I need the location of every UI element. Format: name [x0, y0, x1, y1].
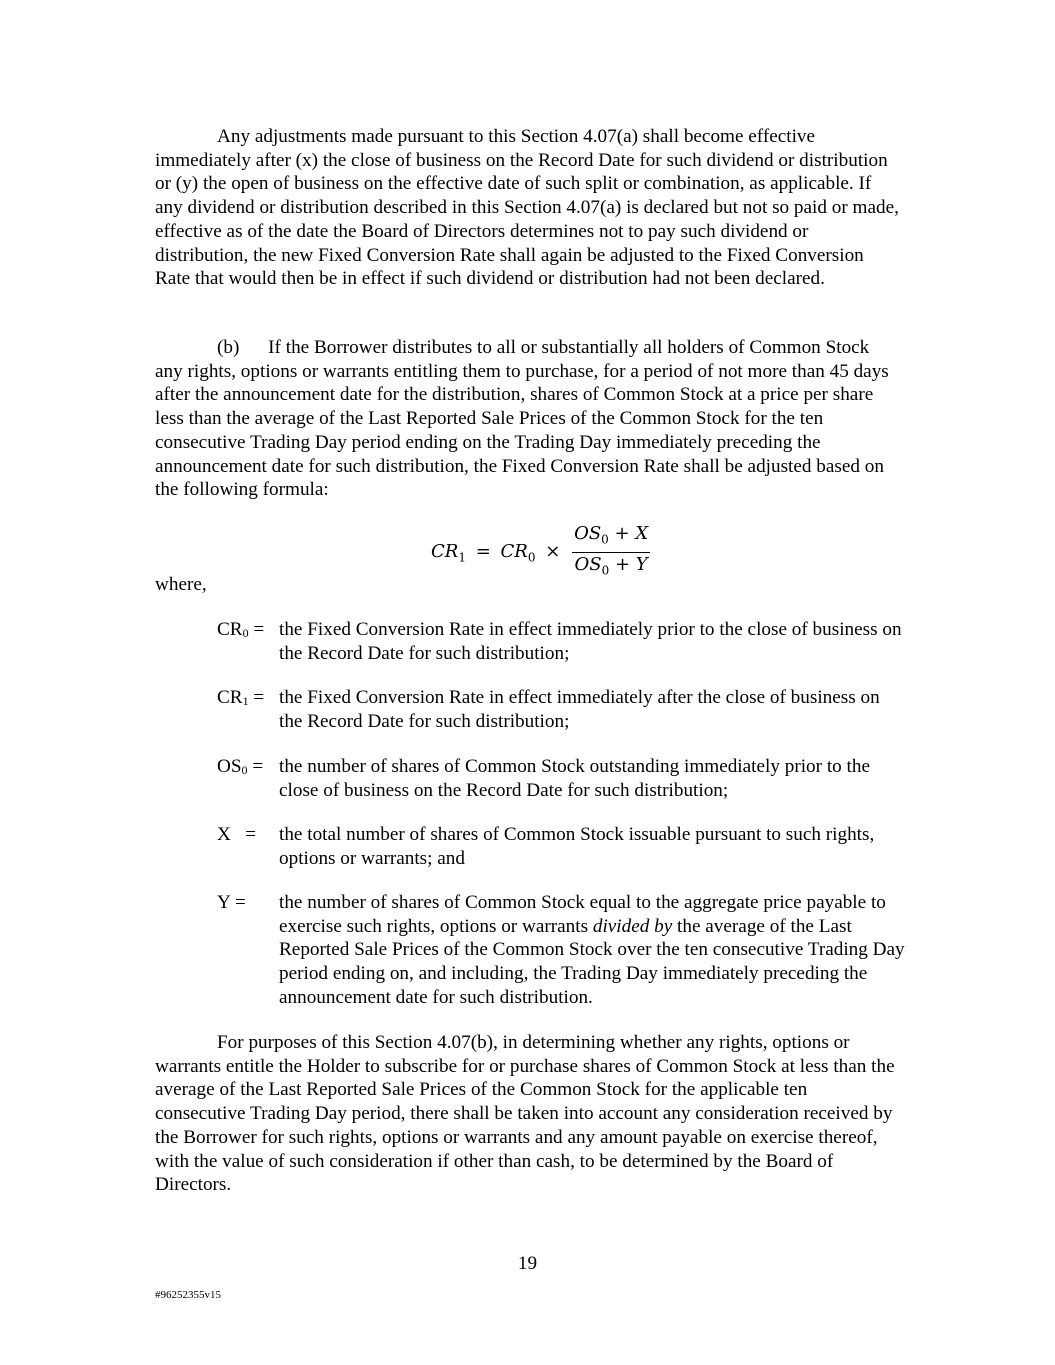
definition-os0 [217, 755, 907, 802]
definition-text: the number of shares of Common Stock equal to the aggregate price payable to exercise such rights, options or warrants divided by the average of the Last Reported Sale Prices of the Common Stock over the ten consecutive Trading Day period ending on, and including, the Trading Day immediately preceding the announcement date for such distribution. [279, 892, 905, 1008]
formula-equals: = [475, 541, 491, 563]
formula-rhs: $CR_0$ [500, 541, 536, 565]
paragraph-b-rights-distribution [155, 336, 900, 502]
definition-term: $OS_0$ = [217, 756, 264, 777]
where-label: where, [155, 574, 207, 595]
page-number: 19 [517, 1253, 538, 1274]
definition-cr0 [217, 618, 907, 665]
definition-y [217, 891, 907, 1010]
conversion-rate-formula [431, 522, 650, 582]
formula-numerator: $OS_0 + X$ [574, 523, 649, 547]
definition-term: $CR_0$ = [217, 619, 265, 640]
divided-by-emphasis: divided by [592, 915, 673, 937]
definition-term: Y = [217, 892, 246, 913]
subsection-label: (b) [217, 337, 240, 358]
paragraph-adjustments-effective: Any adjustments made pursuant to this Section 4.07(a) shall become effective immediately after (x) the close of business on the Record Date for such dividend or distribution or (y) the open of business on the effective date of such split or combination, as applicable. If any dividend or distribution described in this Section 4.07(a) is declared but not so paid or made, effective as of the date the Board of Directors determines not to pay such dividend or distribution, the new Fixed Conversion Rate shall again be adjusted to the Fixed Conversion Rate that would then be in effect if such dividend or distribution had not been declared. [155, 126, 899, 290]
formula-lhs: $CR_1$ [431, 541, 466, 565]
formula-times: × [545, 541, 561, 563]
definition-text: the Fixed Conversion Rate in effect immediately after the close of business on the Record Date for such distribution; [279, 687, 880, 732]
definition-term: X = [217, 824, 257, 845]
formula-denominator: $OS_0 + Y$ [572, 552, 650, 583]
definition-x [217, 823, 907, 870]
definition-cr1 [217, 686, 907, 733]
definition-text: the number of shares of Common Stock outstanding immediately prior to the close of business on the Record Date for such distribution; [279, 756, 870, 801]
definition-text: the total number of shares of Common Stock issuable pursuant to such rights, options or warrants; and [279, 824, 875, 869]
definition-term: $CR_1$ = [217, 687, 265, 708]
formula-fraction [572, 522, 650, 582]
paragraph-purposes-4-07b: For purposes of this Section 4.07(b), in determining whether any rights, options or warrants entitle the Holder to subscribe for or purchase shares of Common Stock at less than the average of the Last Reported Sale Prices of the Common Stock for the applicable ten consecutive Trading Day period, there shall be taken into account any consideration received by the Borrower for such rights, options or warrants and any amount payable on exercise thereof, with the value of such consideration if other than cash, to be determined by the Board of Directors. [155, 1032, 895, 1196]
subsection-text: If the Borrower distributes to all or substantially all holders of Common Stock any rights, options or warrants entitling them to purchase, for a period of not more than 45 days after the announcement date for the distribution, shares of Common Stock at a price per share less than the average of the Last Reported Sale Prices of the Common Stock for the ten consecutive Trading Day period ending on the Trading Day immediately preceding the announcement date for such distribution, the Fixed Conversion Rate shall be adjusted based on the following formula: [155, 337, 889, 501]
definition-text: the Fixed Conversion Rate in effect immediately prior to the close of business on the Record Date for such distribution; [279, 619, 902, 664]
document-id: #96252355v15 [155, 1289, 221, 1301]
